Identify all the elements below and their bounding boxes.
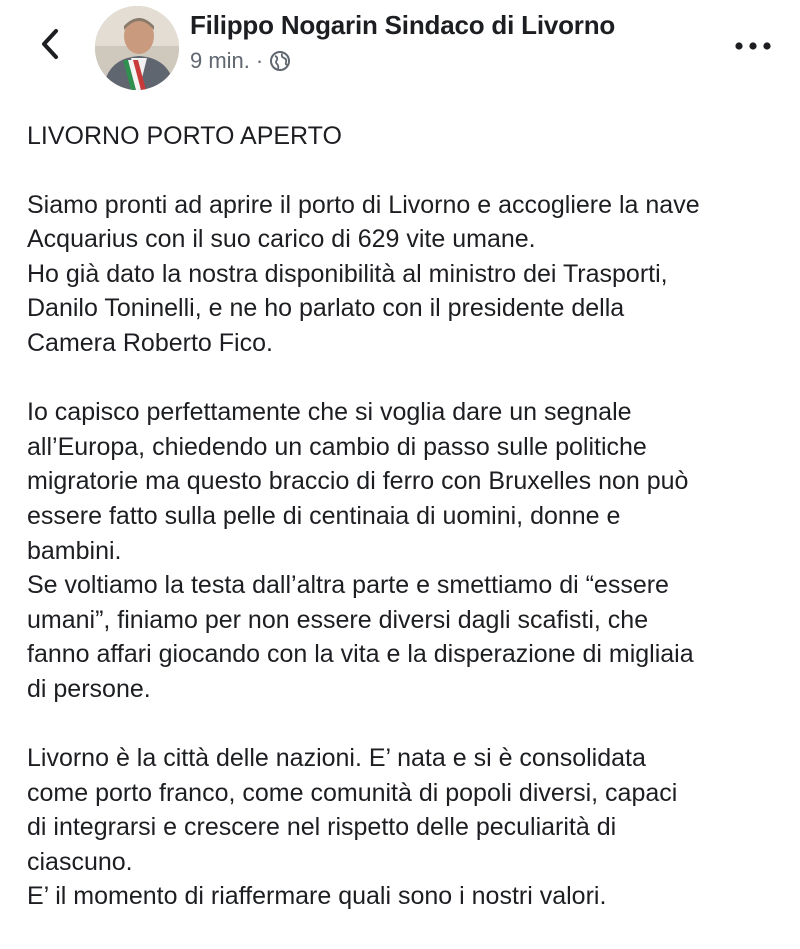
back-button[interactable] [28, 22, 72, 66]
meta-separator: · [255, 48, 264, 73]
post-meta [190, 48, 291, 74]
post-paragraph-2: Io capisco perfettamente che si voglia dare un segnale all’Europa, chiedendo un cambio di passo sulle politiche migratorie ma questo braccio di ferro con Bruxelles non può essere fatto sulla pelle di centinaia di uomini, donne e bambini. Se voltiamo la testa dall’altra parte e smettiamo di “essere umani”, finiamo per non essere diversi dagli scafisti, che fanno affari giocando con la vita e la disperazione di migliaia di persone. [27, 398, 694, 703]
post-paragraph-1: Siamo pronti ad aprire il porto di Livorno e accogliere la nave Acquarius con il suo carico di 629 vite umane. Ho già dato la nostra disponibilità al ministro dei Trasporti, Danilo Toninelli, e ne ho parlato con il presidente della Camera Roberto Fico. [27, 190, 700, 357]
post-body [27, 119, 787, 949]
post-header [0, 0, 800, 100]
chevron-left-icon [39, 28, 61, 60]
post-title: LIVORNO PORTO APERTO [27, 122, 342, 150]
more-options-button[interactable] [728, 26, 778, 66]
post-time[interactable]: 9 min. [190, 48, 250, 73]
author-name[interactable]: Filippo Nogarin Sindaco di Livorno [190, 10, 616, 40]
more-dots-icon [733, 41, 773, 51]
avatar[interactable] [95, 6, 179, 90]
globe-icon [269, 50, 291, 72]
post-paragraph-3: Livorno è la città delle nazioni. E’ nata e si è consolidata come porto franco, come comunità di popoli diversi, capaci di integrarsi e crescere nel rispetto delle peculiarità di ciascuno. E’ il momento di riaffermare quali sono i nostri valori. [27, 744, 678, 911]
